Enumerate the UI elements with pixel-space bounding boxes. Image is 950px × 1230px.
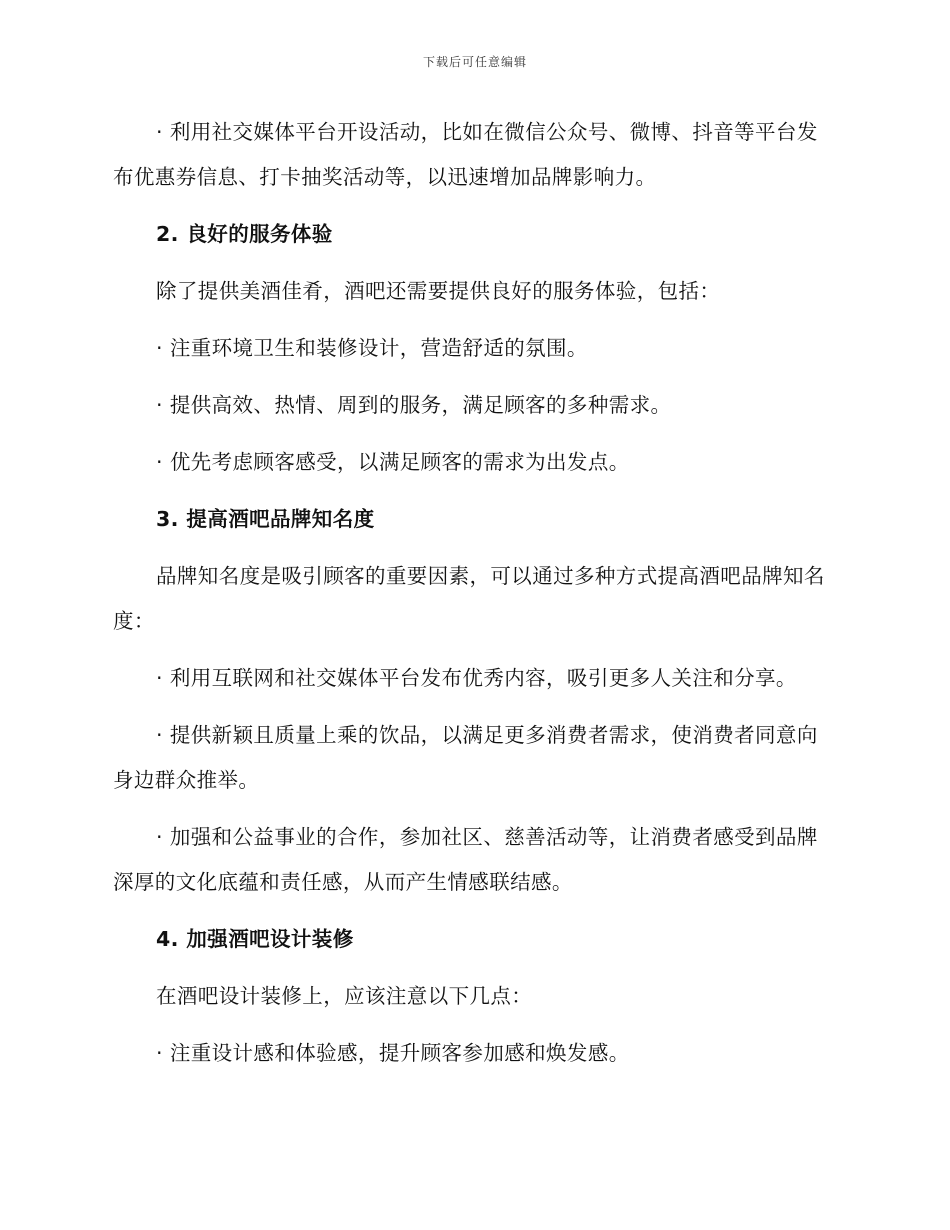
bullet-paragraph: · 提供新颖且质量上乘的饮品，以满足更多消费者需求，使消费者同意向身边群众推举。 [113,723,818,792]
document-body [113,110,835,1088]
intro-paragraph: 除了提供美酒佳肴，酒吧还需要提供良好的服务体验，包括： [156,279,721,303]
bullet-paragraph: · 注重环境卫生和装修设计，营造舒适的氛围。 [156,336,588,360]
bullet-paragraph: · 利用互联网和社交媒体平台发布优秀内容，吸引更多人关注和分享。 [156,666,797,690]
bullet-paragraph: · 加强和公益事业的合作，参加社区、慈善活动等，让消费者感受到品牌深厚的文化底蕴和责任感，从而产生情感联结感。 [113,825,818,894]
bullet-paragraph: · 提供高效、热情、周到的服务，满足顾客的多种需求。 [156,393,672,417]
bullet-paragraph: · 优先考虑顾客感受，以满足顾客的需求为出发点。 [156,450,630,474]
bullet-paragraph: · 利用社交媒体平台开设活动，比如在微信公众号、微博、抖音等平台发布优惠券信息、打卡抽奖活动等，以迅速增加品牌影响力。 [113,120,818,189]
section-heading: 4. 加强酒吧设计装修 [156,927,354,951]
page-header: 下载后可任意编辑 [422,55,527,69]
section-heading: 2. 良好的服务体验 [156,222,333,246]
intro-paragraph: 在酒吧设计装修上，应该注意以下几点： [156,984,533,1008]
section-heading: 3. 提高酒吧品牌知名度 [156,507,375,531]
bullet-paragraph: · 注重设计感和体验感，提升顾客参加感和焕发感。 [156,1041,630,1065]
intro-paragraph: 品牌知名度是吸引顾客的重要因素，可以通过多种方式提高酒吧品牌知名度： [113,564,825,633]
